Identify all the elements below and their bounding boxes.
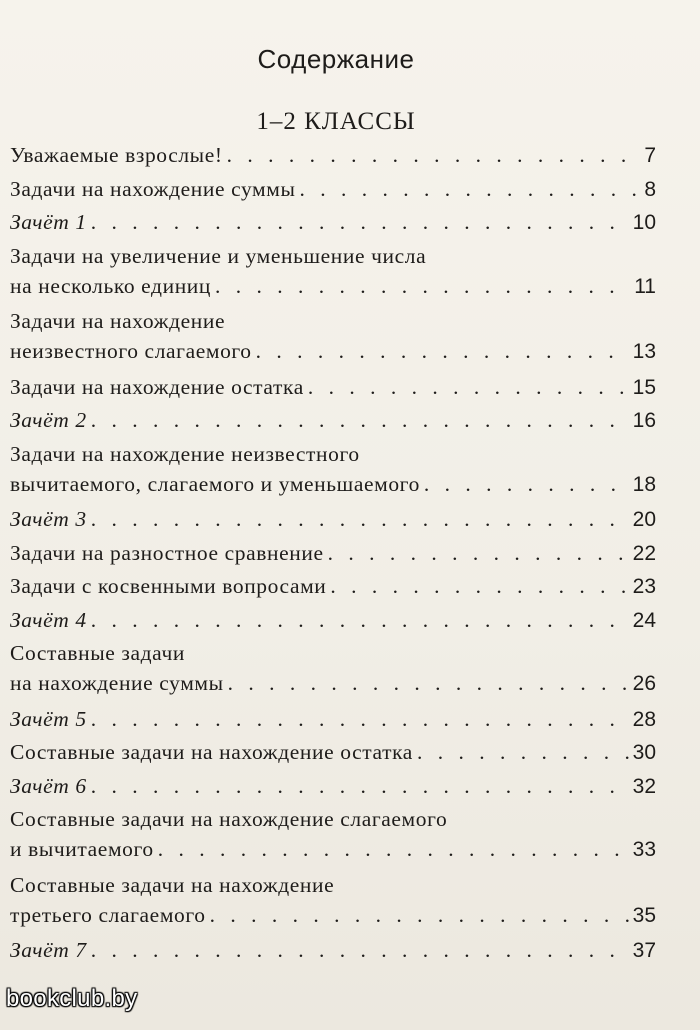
toc-entry-row	[10, 336, 656, 367]
toc-entry-row	[10, 571, 656, 602]
toc-entry-text: Зачёт 3	[10, 507, 87, 531]
toc-entry-credit	[10, 605, 656, 636]
toc-page-number: 28	[632, 707, 656, 731]
toc-entry-text: Задачи на нахождение суммы	[10, 176, 296, 201]
toc-entry-text: Задачи на нахождение остатка	[10, 374, 304, 399]
toc-entry-row	[10, 271, 656, 302]
toc-entry-row	[10, 605, 656, 636]
toc-page-number: 26	[632, 672, 656, 695]
toc-entry-text: на нахождение суммы	[10, 671, 224, 695]
toc-entry-text: Составные задачи на нахождение остатка	[10, 740, 413, 764]
toc-page-number: 11	[634, 274, 656, 298]
dot-leader	[91, 704, 629, 734]
toc-entry-row	[10, 737, 656, 768]
toc-entry-text: и вычитаемого	[10, 837, 154, 861]
toc-entry-row	[10, 140, 656, 171]
toc-entry-row	[10, 405, 656, 436]
toc-entry-text: Зачёт 1	[10, 210, 87, 234]
toc-entry	[10, 638, 656, 699]
toc-page-number: 30	[632, 741, 656, 764]
toc-entry-row	[10, 834, 656, 865]
dot-leader	[308, 372, 629, 402]
table-of-contents	[10, 140, 656, 969]
toc-entry-credit	[10, 771, 656, 802]
toc-entry-row	[10, 538, 656, 569]
toc-entry-text: Задачи с косвенными вопросами	[10, 574, 327, 598]
toc-entry	[10, 241, 656, 302]
toc-page-number: 10	[632, 211, 656, 234]
toc-entry-text: Составные задачи	[10, 641, 185, 665]
toc-entry-text: Зачёт 6	[10, 773, 87, 798]
toc-entry-row	[10, 174, 656, 205]
dot-leader	[228, 668, 629, 698]
toc-entry-text: третьего слагаемого	[10, 902, 206, 927]
toc-entry-row	[10, 668, 656, 699]
toc-page-number: 15	[632, 375, 656, 399]
toc-entry-text: вычитаемого, слагаемого и уменьшаемого	[10, 471, 420, 496]
dot-leader	[227, 140, 641, 170]
dot-leader	[91, 504, 629, 534]
toc-entry-text: Зачёт 2	[10, 408, 87, 432]
toc-page-number: 35	[632, 903, 656, 927]
toc-entry-text: Задачи на разностное сравнение	[10, 540, 324, 565]
toc-entry-text: Зачёт 7	[10, 938, 87, 962]
toc-entry	[10, 306, 656, 367]
section-heading: 1–2 КЛАССЫ	[256, 108, 416, 135]
toc-page-number: 33	[632, 838, 656, 861]
dot-leader	[91, 935, 629, 965]
toc-page-number: 37	[632, 939, 656, 962]
dot-leader	[330, 571, 628, 601]
toc-entry-text: на несколько единиц	[10, 273, 212, 298]
toc-entry-text: Составные задачи на нахождение слагаемого	[10, 807, 448, 831]
toc-entry-row	[10, 704, 656, 735]
dot-leader	[91, 207, 629, 237]
dot-leader	[91, 405, 629, 435]
dot-leader	[424, 469, 629, 499]
toc-page-number: 23	[632, 575, 656, 598]
toc-entry	[10, 140, 656, 171]
dot-leader	[300, 174, 641, 204]
toc-entry-credit	[10, 504, 656, 535]
toc-entry	[10, 870, 656, 931]
dot-leader	[328, 538, 629, 568]
toc-entry-credit	[10, 207, 656, 238]
dot-leader	[91, 605, 629, 635]
toc-page-number: 18	[632, 472, 656, 496]
toc-entry-text: Задачи на нахождение неизвестного	[10, 441, 360, 466]
toc-entry	[10, 804, 656, 865]
toc-page-number: 32	[632, 774, 656, 798]
toc-page-number: 22	[632, 541, 656, 565]
toc-entry	[10, 538, 656, 569]
dot-leader	[158, 834, 629, 864]
toc-entry-row	[10, 504, 656, 535]
toc-entry-row	[10, 935, 656, 966]
dot-leader	[210, 900, 629, 930]
toc-page-number: 24	[632, 608, 656, 632]
toc-entry-credit	[10, 405, 656, 436]
toc-entry	[10, 372, 656, 403]
toc-entry-text: Задачи на нахождение	[10, 309, 226, 333]
watermark: bookclub.by	[6, 985, 138, 1012]
dot-leader	[417, 737, 629, 767]
dot-leader	[215, 271, 630, 301]
toc-page-number: 8	[644, 177, 656, 201]
toc-entry	[10, 439, 656, 500]
dot-leader	[91, 771, 629, 801]
toc-page-number: 13	[632, 340, 656, 363]
toc-page-number: 20	[632, 508, 656, 531]
toc-entry-row	[10, 372, 656, 403]
toc-entry-text: Составные задачи на нахождение	[10, 872, 335, 897]
toc-entry	[10, 174, 656, 205]
toc-page-number: 7	[644, 144, 656, 167]
toc-entry-row	[10, 469, 656, 500]
dot-leader	[256, 336, 629, 366]
toc-entry	[10, 571, 656, 602]
toc-entry-credit	[10, 935, 656, 966]
toc-page-number: 16	[632, 409, 656, 432]
page-title: Содержание	[257, 44, 415, 74]
toc-entry	[10, 737, 656, 768]
toc-entry-text: Уважаемые взрослые!	[10, 143, 223, 167]
toc-entry-text: Зачёт 4	[10, 607, 87, 632]
toc-entry-credit	[10, 704, 656, 735]
toc-entry-text: Зачёт 5	[10, 706, 87, 731]
toc-entry-row	[10, 207, 656, 238]
toc-entry-row	[10, 771, 656, 802]
toc-entry-text: неизвестного слагаемого	[10, 339, 252, 363]
toc-entry-row	[10, 900, 656, 931]
toc-entry-text: Задачи на увеличение и уменьшение числа	[10, 243, 427, 268]
